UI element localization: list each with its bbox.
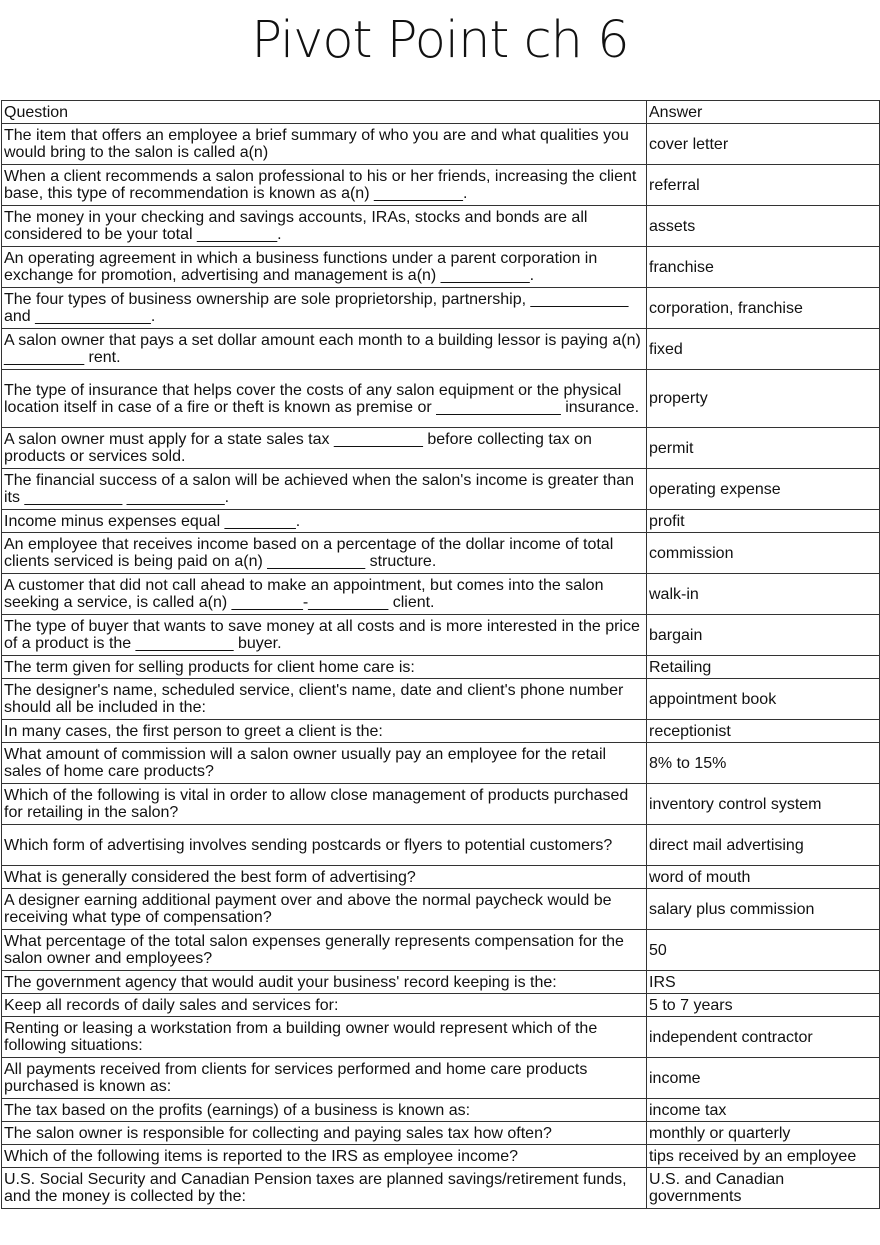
- table-row: [2, 1145, 880, 1168]
- question-cell: The type of insurance that helps cover the costs of any salon equipment or the physical location itself in case of a fire or theft is known as premise or ______________ insurance.: [2, 370, 647, 428]
- question-cell: The item that offers an employee a brief summary of who you are and what qualities you would bring to the salon is called a(n): [2, 124, 647, 165]
- table-row: [2, 1099, 880, 1122]
- answer-cell: salary plus commission: [647, 889, 880, 930]
- answer-cell: inventory control system: [647, 784, 880, 825]
- question-cell: A designer earning additional payment over and above the normal paycheck would be receiving what type of compensation?: [2, 889, 647, 930]
- table-row: [2, 720, 880, 743]
- table-row: [2, 510, 880, 533]
- answer-cell: tips received by an employee: [647, 1145, 880, 1168]
- question-cell: The term given for selling products for client home care is:: [2, 656, 647, 679]
- answer-cell: appointment book: [647, 679, 880, 720]
- answer-cell: 8% to 15%: [647, 743, 880, 784]
- question-cell: The four types of business ownership are sole proprietorship, partnership, ___________ and _____________.: [2, 288, 647, 329]
- question-cell: Which of the following items is reported to the IRS as employee income?: [2, 1145, 647, 1168]
- answer-cell: 50: [647, 930, 880, 971]
- answer-cell: word of mouth: [647, 866, 880, 889]
- table-row: [2, 206, 880, 247]
- table-row: [2, 247, 880, 288]
- question-cell: A customer that did not call ahead to make an appointment, but comes into the salon seeking a service, is called a(n) ________-_________ client.: [2, 574, 647, 615]
- table-body: [2, 124, 880, 1209]
- question-cell: A salon owner that pays a set dollar amount each month to a building lessor is paying a(n) _________ rent.: [2, 329, 647, 370]
- answer-cell: fixed: [647, 329, 880, 370]
- table-row: [2, 825, 880, 866]
- table-row: [2, 994, 880, 1017]
- answer-cell: referral: [647, 165, 880, 206]
- table-row: [2, 1168, 880, 1209]
- question-cell: U.S. Social Security and Canadian Pension taxes are planned savings/retirement funds, and the money is collected by the:: [2, 1168, 647, 1209]
- question-cell: The designer's name, scheduled service, client's name, date and client's phone number should all be included in the:: [2, 679, 647, 720]
- answer-cell: walk-in: [647, 574, 880, 615]
- table-row: [2, 329, 880, 370]
- question-cell: The type of buyer that wants to save money at all costs and is more interested in the price of a product is the ___________ buyer.: [2, 615, 647, 656]
- answer-cell: franchise: [647, 247, 880, 288]
- question-cell: A salon owner must apply for a state sales tax __________ before collecting tax on products or services sold.: [2, 428, 647, 469]
- table-row: [2, 574, 880, 615]
- answer-cell: operating expense: [647, 469, 880, 510]
- question-cell: What percentage of the total salon expenses generally represents compensation for the salon owner and employees?: [2, 930, 647, 971]
- answer-cell: 5 to 7 years: [647, 994, 880, 1017]
- table-row: [2, 469, 880, 510]
- question-cell: All payments received from clients for services performed and home care products purchased is known as:: [2, 1058, 647, 1099]
- answer-cell: cover letter: [647, 124, 880, 165]
- question-cell: In many cases, the first person to greet a client is the:: [2, 720, 647, 743]
- table-row: [2, 428, 880, 469]
- table-row: [2, 656, 880, 679]
- question-column-header: Question: [2, 101, 647, 124]
- question-cell: What is generally considered the best form of advertising?: [2, 866, 647, 889]
- question-cell: An operating agreement in which a business functions under a parent corporation in exchange for promotion, advertising and management is a(n) __________.: [2, 247, 647, 288]
- table-row: [2, 615, 880, 656]
- answer-cell: direct mail advertising: [647, 825, 880, 866]
- question-cell: The government agency that would audit your business' record keeping is the:: [2, 971, 647, 994]
- answer-cell: property: [647, 370, 880, 428]
- table-row: [2, 784, 880, 825]
- table-row: [2, 743, 880, 784]
- table-row: [2, 1017, 880, 1058]
- table-row: [2, 165, 880, 206]
- question-cell: What amount of commission will a salon owner usually pay an employee for the retail sales of home care products?: [2, 743, 647, 784]
- question-cell: Keep all records of daily sales and services for:: [2, 994, 647, 1017]
- table-row: [2, 124, 880, 165]
- answer-cell: U.S. and Canadian governments: [647, 1168, 880, 1209]
- table-row: [2, 866, 880, 889]
- question-answer-table: [1, 100, 880, 1209]
- table-row: [2, 971, 880, 994]
- answer-cell: permit: [647, 428, 880, 469]
- answer-cell: bargain: [647, 615, 880, 656]
- answer-cell: independent contractor: [647, 1017, 880, 1058]
- table-row: [2, 1058, 880, 1099]
- page-title: Pivot Point ch 6: [251, 11, 629, 70]
- question-cell: The salon owner is responsible for collecting and paying sales tax how often?: [2, 1122, 647, 1145]
- table-row: [2, 679, 880, 720]
- table-header-row: [2, 101, 880, 124]
- table-row: [2, 370, 880, 428]
- question-cell: The tax based on the profits (earnings) of a business is known as:: [2, 1099, 647, 1122]
- question-cell: Renting or leasing a workstation from a building owner would represent which of the following situations:: [2, 1017, 647, 1058]
- table-row: [2, 533, 880, 574]
- answer-cell: corporation, franchise: [647, 288, 880, 329]
- answer-cell: monthly or quarterly: [647, 1122, 880, 1145]
- answer-cell: income: [647, 1058, 880, 1099]
- question-cell: Which of the following is vital in order to allow close management of products purchased for retailing in the salon?: [2, 784, 647, 825]
- question-cell: When a client recommends a salon professional to his or her friends, increasing the client base, this type of recommendation is known as a(n) __________.: [2, 165, 647, 206]
- question-cell: Income minus expenses equal ________.: [2, 510, 647, 533]
- question-cell: The financial success of a salon will be achieved when the salon's income is greater than its ___________ ___________.: [2, 469, 647, 510]
- table-row: [2, 889, 880, 930]
- answer-cell: IRS: [647, 971, 880, 994]
- table-row: [2, 930, 880, 971]
- answer-cell: profit: [647, 510, 880, 533]
- answer-cell: assets: [647, 206, 880, 247]
- answer-cell: receptionist: [647, 720, 880, 743]
- answer-cell: commission: [647, 533, 880, 574]
- table-row: [2, 1122, 880, 1145]
- answer-cell: Retailing: [647, 656, 880, 679]
- question-cell: An employee that receives income based on a percentage of the dollar income of total clients serviced is being paid on a(n) ___________ structure.: [2, 533, 647, 574]
- answer-column-header: Answer: [647, 101, 880, 124]
- question-cell: The money in your checking and savings accounts, IRAs, stocks and bonds are all considered to be your total _________.: [2, 206, 647, 247]
- table-row: [2, 288, 880, 329]
- answer-cell: income tax: [647, 1099, 880, 1122]
- question-cell: Which form of advertising involves sending postcards or flyers to potential customers?: [2, 825, 647, 866]
